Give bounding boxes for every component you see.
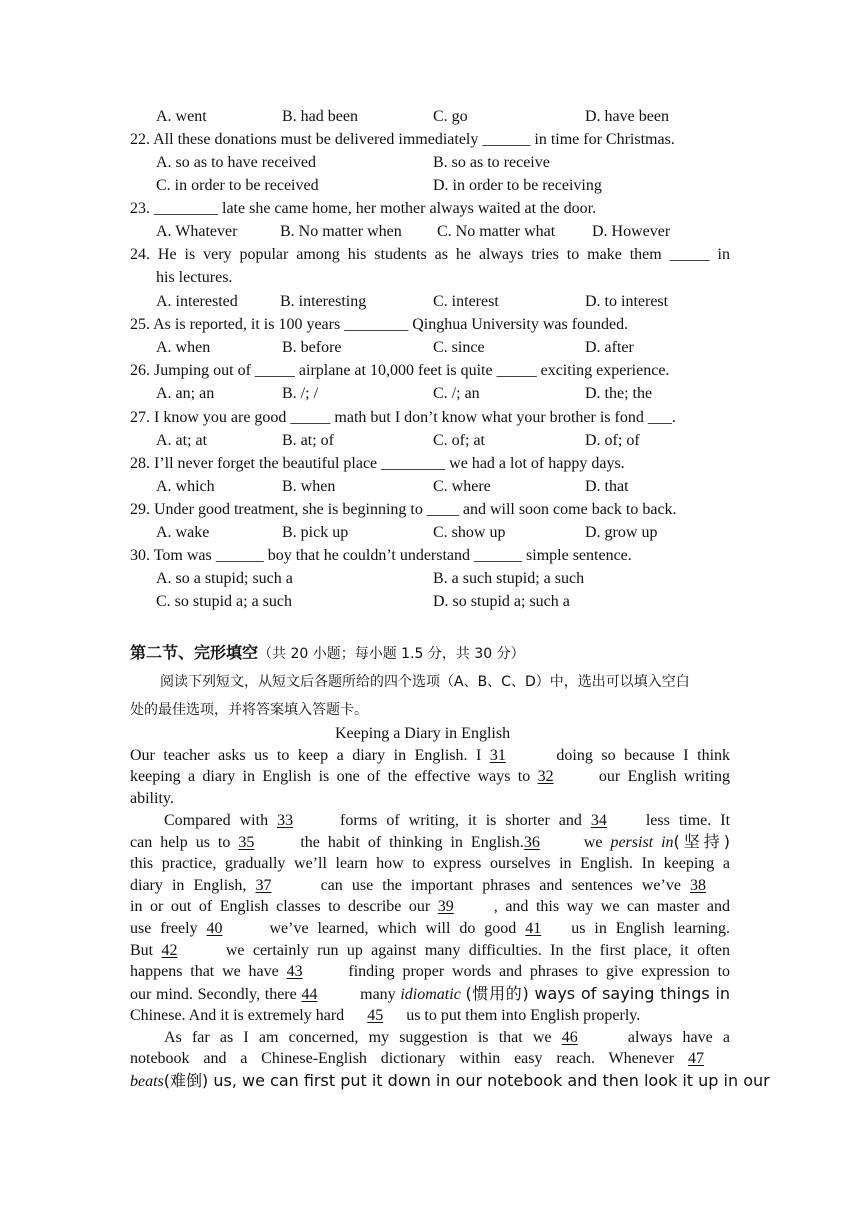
blank-41[interactable]: 41 bbox=[525, 920, 542, 937]
blank-43[interactable]: 43 bbox=[286, 963, 303, 980]
option-b: B. had been bbox=[282, 108, 358, 125]
option-b: B. interesting bbox=[280, 293, 367, 310]
passage-line: keeping a diary in English is one of the effective ways to 32 our English writing bbox=[130, 768, 731, 785]
option-b: B. so as to receive bbox=[433, 154, 550, 171]
question-stem-continued: his lectures. bbox=[156, 269, 233, 286]
option-b: B. before bbox=[282, 339, 342, 356]
passage-line: ability. bbox=[130, 790, 174, 807]
option-d: D. have been bbox=[585, 108, 669, 125]
option-d: D. that bbox=[585, 478, 629, 495]
blank-46[interactable]: 46 bbox=[561, 1029, 578, 1046]
passage-line: As far as I am concerned, my suggestion is that we 46 always have a bbox=[164, 1029, 731, 1046]
blank-45[interactable]: 45 bbox=[367, 1007, 384, 1024]
option-c: C. interest bbox=[433, 293, 499, 310]
option-b: B. at; of bbox=[282, 432, 334, 449]
blank-37[interactable]: 37 bbox=[255, 877, 272, 894]
option-d: D. grow up bbox=[585, 524, 658, 541]
passage-line: notebook and a Chinese-English dictionary within easy reach. Whenever 47 bbox=[130, 1049, 730, 1069]
question-stem: 30. Tom was ______ boy that he couldn’t understand ______ simple sentence. bbox=[130, 547, 632, 564]
passage-line: can help us to 35 the habit of thinking in English.36 we persist in(坚持) bbox=[130, 832, 730, 851]
option-b: B. pick up bbox=[282, 524, 349, 541]
passage-line: in or out of English classes to describe our 39 , and this way we can master and bbox=[130, 898, 731, 915]
option-a: A. interested bbox=[156, 293, 238, 310]
blank-39[interactable]: 39 bbox=[437, 898, 454, 915]
question-stem: 26. Jumping out of _____ airplane at 10,000 feet is quite _____ exciting experience. bbox=[130, 362, 670, 379]
blank-36[interactable]: 36 bbox=[523, 834, 540, 851]
question-stem: 23. ________ late she came home, her mother always waited at the door. bbox=[130, 200, 597, 217]
option-c: C. No matter what bbox=[437, 223, 556, 240]
option-d: D. the; the bbox=[585, 385, 653, 402]
passage-line: use freely 40 we’ve learned, which will do good 41 us in English learning. bbox=[130, 920, 731, 937]
question-stem: 24. He is very popular among his students as he always tries to make them _____ in bbox=[130, 246, 730, 263]
question-stem: 28. I’ll never forget the beautiful place ________ we had a lot of happy days. bbox=[130, 455, 625, 472]
option-c: C. /; an bbox=[433, 385, 480, 402]
option-a: A. so as to have received bbox=[156, 154, 316, 171]
passage-title: Keeping a Diary in English bbox=[335, 725, 511, 742]
blank-32[interactable]: 32 bbox=[537, 768, 554, 785]
option-c: C. in order to be received bbox=[156, 177, 319, 194]
option-a: A. which bbox=[156, 478, 215, 495]
option-a: A. went bbox=[156, 108, 207, 125]
question-stem: 22. All these donations must be delivered immediately ______ in time for Christmas. bbox=[130, 131, 675, 148]
passage-line: this practice, gradually we’ll learn how to express ourselves in English. In keeping a bbox=[130, 855, 730, 872]
section-note: （共 20 小题；每小题 1.5 分，共 30 分） bbox=[258, 646, 525, 662]
option-d: D. in order to be receiving bbox=[433, 177, 602, 194]
blank-33[interactable]: 33 bbox=[277, 812, 294, 829]
section-title: 第二节、完形填空 bbox=[130, 643, 259, 662]
option-b: B. a such stupid; a such bbox=[433, 570, 585, 587]
passage-line: our mind. Secondly, there 44 many idiomatic (惯用的) ways of saying things in bbox=[130, 984, 731, 1003]
passage-line: Chinese. And it is extremely hard 45 us to put them into English properly. bbox=[130, 1007, 641, 1024]
option-c: C. show up bbox=[433, 524, 506, 541]
blank-47[interactable]: 47 bbox=[688, 1050, 705, 1067]
question-stem: 27. I know you are good _____ math but I don’t know what your brother is fond ___. bbox=[130, 409, 676, 426]
option-a: A. so a stupid; such a bbox=[156, 570, 293, 587]
option-b: B. when bbox=[282, 478, 336, 495]
blank-34[interactable]: 34 bbox=[590, 812, 607, 829]
option-d: D. However bbox=[592, 223, 671, 240]
blank-40[interactable]: 40 bbox=[206, 920, 223, 937]
section-instruction-line-1: 阅读下列短文，从短文后各题所给的四个选项（A、B、C、D）中，选出可以填入空白 bbox=[160, 674, 690, 690]
option-c: C. go bbox=[433, 108, 468, 125]
option-b: B. No matter when bbox=[280, 223, 402, 240]
option-d: D. so stupid a; such a bbox=[433, 593, 570, 610]
option-c: C. where bbox=[433, 478, 491, 495]
option-b: B. /; / bbox=[282, 385, 319, 402]
option-c: C. of; at bbox=[433, 432, 485, 449]
passage-line: beats(难倒) us, we can first put it down in our notebook and then look it up in our bbox=[130, 1071, 770, 1090]
option-d: D. to interest bbox=[585, 293, 669, 310]
blank-31[interactable]: 31 bbox=[489, 747, 506, 764]
question-stem: 25. As is reported, it is 100 years ________ Qinghua University was founded. bbox=[130, 316, 629, 333]
option-d: D. of; of bbox=[585, 432, 640, 449]
passage-line: But 42 we certainly run up against many difficulties. In the first place, it often bbox=[130, 942, 731, 959]
option-a: A. at; at bbox=[156, 432, 208, 449]
option-a: A. Whatever bbox=[156, 223, 238, 240]
passage-line: Our teacher asks us to keep a diary in English. I 31 doing so because I think bbox=[130, 747, 731, 764]
option-a: A. an; an bbox=[156, 385, 215, 402]
blank-42[interactable]: 42 bbox=[161, 942, 178, 959]
option-c: C. so stupid a; a such bbox=[156, 593, 292, 610]
passage-line: Compared with 33 forms of writing, it is shorter and 34 less time. It bbox=[164, 812, 731, 829]
option-a: A. when bbox=[156, 339, 211, 356]
section-instruction-line-2: 处的最佳选项，并将答案填入答题卡。 bbox=[130, 702, 368, 718]
passage-line: diary in English, 37 can use the important phrases and sentences we’ve 38 bbox=[130, 876, 730, 896]
option-a: A. wake bbox=[156, 524, 210, 541]
passage-line: happens that we have 43 finding proper words and phrases to give expression to bbox=[130, 963, 731, 980]
blank-35[interactable]: 35 bbox=[238, 834, 255, 851]
blank-44[interactable]: 44 bbox=[301, 986, 318, 1003]
blank-38[interactable]: 38 bbox=[690, 877, 707, 894]
option-d: D. after bbox=[585, 339, 634, 356]
section-heading bbox=[130, 643, 525, 664]
question-stem: 29. Under good treatment, she is beginning to ____ and will soon come back to back. bbox=[130, 501, 677, 518]
option-c: C. since bbox=[433, 339, 485, 356]
